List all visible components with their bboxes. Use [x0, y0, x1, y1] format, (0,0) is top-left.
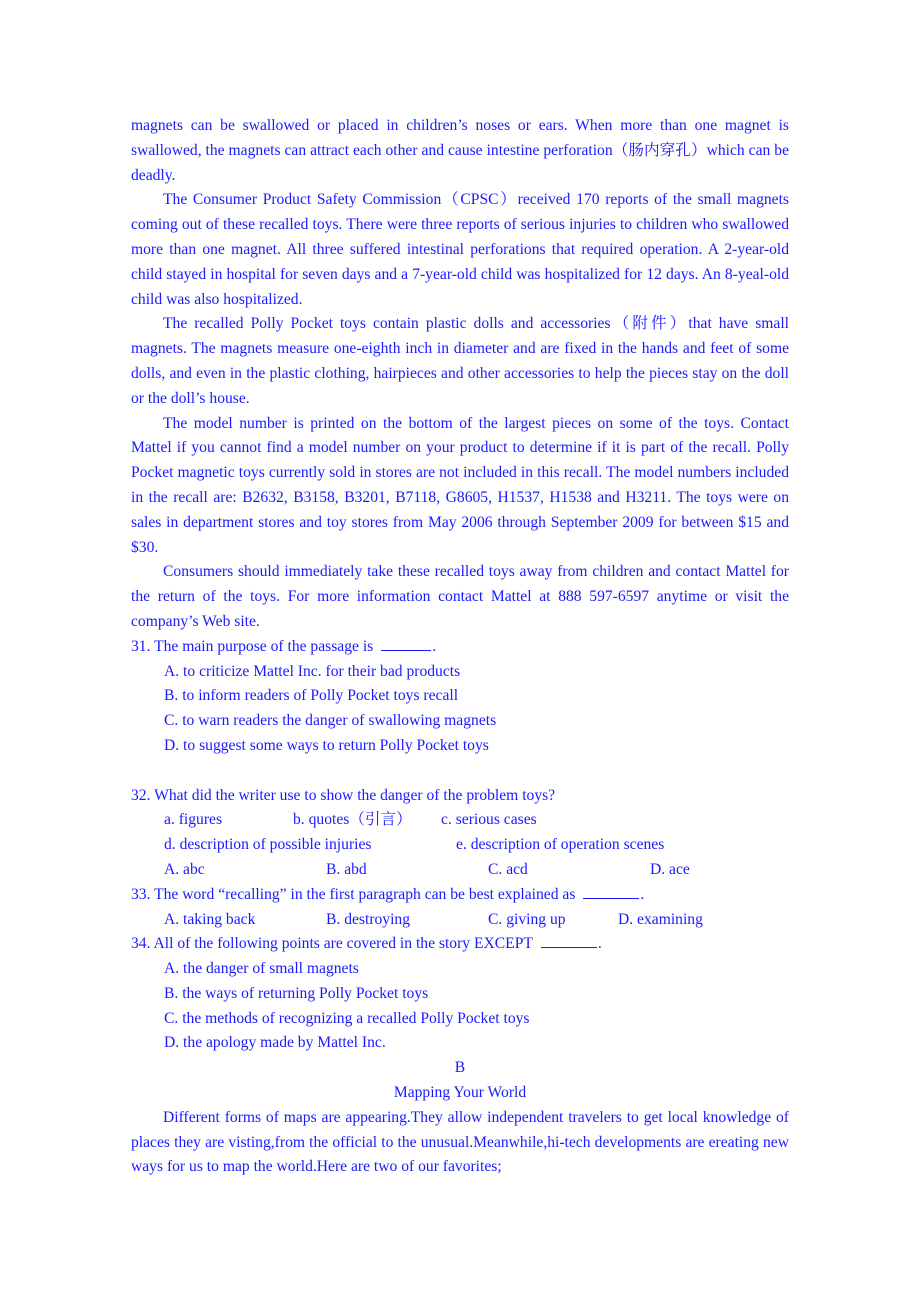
question-34-option-a: A. the danger of small magnets	[164, 960, 359, 978]
question-32-items-row-1	[131, 808, 789, 833]
question-32-item-b: b. quotes（引言）	[293, 811, 412, 829]
question-34-option-c: C. the methods of recognizing a recalled Polly Pocket toys	[164, 1009, 530, 1027]
document-page	[131, 114, 789, 1180]
question-32-option-b: B. abd	[326, 860, 367, 878]
section-letter: B	[454, 1059, 466, 1077]
answer-blank	[583, 884, 639, 899]
question-31-option-c: C. to warn readers the danger of swallowing magnets	[164, 712, 497, 730]
blank-line	[131, 759, 789, 784]
question-32-options	[131, 858, 789, 883]
passage-a-paragraph-4: The model number is printed on the bottom of the largest pieces on some of the toys. Contact Mattel if you cannot find a model number on your product to determine if it is part of the recall. Polly Pocket magnetic toys currently sold in stores are not included in this recall. The model numbers included in the recall are: B2632, B3158, B3201, B7118, G8605, H1537, H1538 and H3211. The toys were on sales in department stores and toy stores from May 2006 through September 2009 for between $15 and $30.	[131, 414, 789, 556]
question-32-option-d: D. ace	[650, 860, 690, 878]
answer-blank	[541, 933, 597, 948]
question-32-option-a: A. abc	[164, 860, 205, 878]
question-32-item-d: d. description of possible injuries	[164, 836, 372, 854]
question-31-end: .	[432, 637, 437, 655]
question-34-stem: 34. All of the following points are covered in the story EXCEPT	[131, 935, 533, 953]
question-34-end: .	[597, 935, 602, 953]
question-34	[131, 932, 789, 957]
question-31-option-a: A. to criticize Mattel Inc. for their bad products	[164, 662, 461, 680]
question-34-option-b: B. the ways of returning Polly Pocket toys	[164, 984, 429, 1002]
question-33-option-a: A. taking back	[164, 910, 256, 928]
passage-a-paragraph-5: Consumers should immediately take these recalled toys away from children and contact Mattel for the return of the toys. For more information contact Mattel at 888 597-6597 anytime or visit the company’s Web site.	[131, 563, 789, 630]
passage-a-paragraph-1: magnets can be swallowed or placed in children’s noses or ears. When more than one magnet is swallowed, the magnets can attract each other and cause intestine perforation（肠内穿孔）which can be deadly.	[131, 117, 789, 184]
question-32-item-e: e. description of operation scenes	[456, 836, 665, 854]
question-32-stem: 32. What did the writer use to show the danger of the problem toys?	[131, 786, 556, 804]
question-33-option-c: C. giving up	[488, 910, 566, 928]
question-31-option-d: D. to suggest some ways to return Polly Pocket toys	[164, 736, 489, 754]
question-33-stem: 33. The word “recalling” in the first paragraph can be best explained as	[131, 885, 576, 903]
question-32-option-c: C. acd	[488, 860, 528, 878]
question-31-stem: 31. The main purpose of the passage is	[131, 637, 374, 655]
passage-b-paragraph-1: Different forms of maps are appearing.They allow independent travelers to get local knowledge of places they are visting,from the official to the unusual.Meanwhile,hi-tech developments are ereating new ways for us to map the world.Here are two of our favorites;	[131, 1108, 789, 1176]
passage-a-paragraph-3: The recalled Polly Pocket toys contain plastic dolls and accessories（附件）that have small magnets. The magnets measure one-eighth inch in diameter and are fixed in the hands and feet of some dolls, and even in the plastic clothing, hairpieces and other accessories to help the pieces stay on the doll or the doll’s house.	[131, 315, 789, 407]
question-34-option-d: D. the apology made by Mattel Inc.	[164, 1034, 386, 1052]
question-32-item-a: a. figures	[164, 811, 223, 829]
question-32-items-row-2	[131, 833, 789, 858]
passage-a-paragraph-2: The Consumer Product Safety Commission（CPSC）received 170 reports of the small magnets coming out of these recalled toys. There were three reports of serious injuries to children who swallowed more than one magnet. All three suffered intestinal perforations that required operation. A 2-year-old child stayed in hospital for seven days and a 7-year-old child was hospitalized for 12 days. An 8-yeal-old child was also hospitalized.	[131, 191, 789, 308]
question-33	[131, 883, 789, 908]
question-33-end: .	[640, 885, 645, 903]
question-31	[131, 635, 789, 660]
passage-b-title: Mapping Your World	[393, 1084, 527, 1102]
question-31-option-b: B. to inform readers of Polly Pocket toys recall	[164, 687, 459, 705]
question-33-option-d: D. examining	[618, 910, 703, 928]
question-33-option-b: B. destroying	[326, 910, 411, 928]
question-33-options	[131, 908, 789, 933]
question-32-item-c: c. serious cases	[441, 811, 537, 829]
answer-blank	[381, 636, 431, 651]
